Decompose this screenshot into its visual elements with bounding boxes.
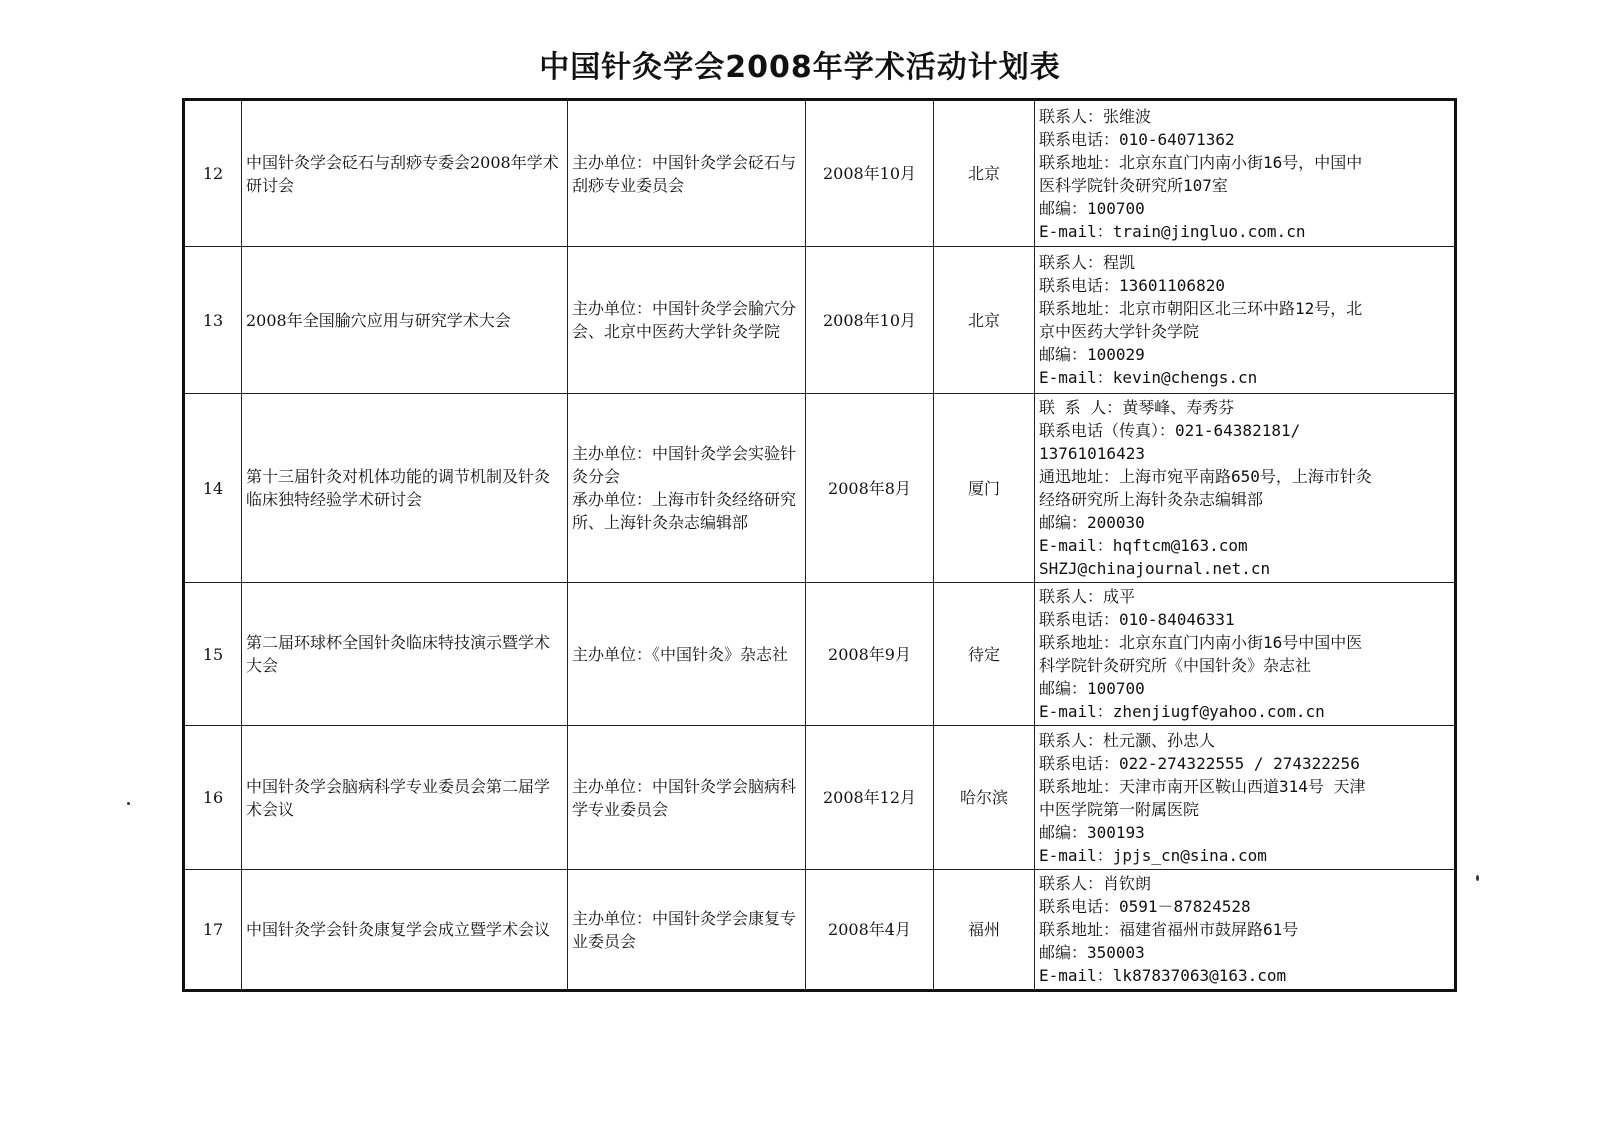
activity-place: 待定	[967, 644, 1000, 664]
table-row	[184, 100, 1456, 247]
contact-line: 联系人：张维波	[1039, 106, 1152, 126]
organizer: 主办单位：中国针灸学会腧穴分会、北京中医药大学针灸学院	[572, 299, 797, 341]
contact-line: 邮编：350003	[1039, 943, 1145, 962]
organizer: 主办单位：中国针灸学会脑病科学专业委员会	[572, 776, 797, 819]
row-number: 12	[202, 164, 224, 183]
activity-name: 第二届环球杯全国针灸临床特技演示暨学术大会	[246, 633, 551, 675]
activity-date: 2008年10月	[822, 164, 917, 183]
row-number-cell	[184, 100, 242, 247]
activity-place: 北京	[967, 164, 1000, 183]
contact-cell	[1035, 100, 1456, 247]
activity-date-cell	[806, 247, 934, 394]
activity-name: 2008年全国腧穴应用与研究学术大会	[246, 310, 511, 330]
contact-line: 联系地址：北京东直门内南小街16号中国中医	[1039, 633, 1363, 652]
organizer-cell	[568, 100, 806, 247]
activity-name: 中国针灸学会针灸康复学会成立暨学术会议	[246, 920, 551, 939]
activity-date-cell	[806, 870, 934, 991]
activity-place-cell	[934, 870, 1035, 991]
contact-line: 联 系 人：黄琴峰、寿秀芬	[1039, 398, 1235, 417]
contact-line: E-mail：jpjs_cn@sina.com	[1039, 845, 1267, 865]
activity-name: 第十三届针灸对机体功能的调节机制及针灸临床独特经验学术研讨会	[246, 467, 551, 509]
row-number-cell	[184, 583, 242, 726]
contact-line: 联系地址：天津市南开区鞍山西道314号 天津	[1039, 776, 1366, 796]
activity-name-cell	[242, 870, 568, 991]
row-number: 16	[202, 788, 224, 807]
contact-line: 邮编：200030	[1039, 513, 1145, 532]
page-title: 中国针灸学会2008年学术活动计划表	[539, 50, 1061, 85]
organizer-cell	[568, 726, 806, 870]
contact-line: E-mail：train@jingluo.com.cn	[1039, 221, 1306, 241]
activity-place: 厦门	[967, 478, 1000, 498]
activity-place: 福州	[967, 920, 1000, 939]
organizer: 主办单位：《中国针灸》杂志社	[572, 644, 789, 664]
contact-line: 邮编：100029	[1039, 345, 1145, 364]
contact-line: 医科学院针灸研究所107室	[1039, 175, 1228, 195]
contact-cell	[1035, 394, 1456, 583]
activity-date: 2008年8月	[828, 478, 911, 498]
table-body	[184, 100, 1456, 991]
contact-line: E-mail：hqftcm@163.com	[1039, 536, 1248, 555]
row-number-cell	[184, 247, 242, 394]
row-number: 17	[202, 920, 224, 939]
contact-line: 联系电话：0591－87824528	[1039, 897, 1251, 916]
contact-line: E-mail：kevin@chengs.cn	[1039, 368, 1258, 387]
activity-date: 2008年12月	[822, 788, 917, 807]
table-row	[184, 870, 1456, 991]
activity-date: 2008年4月	[828, 920, 911, 939]
activity-name-cell	[242, 247, 568, 394]
contact-line: 联系电话（传真）：021-64382181/	[1039, 421, 1301, 440]
row-number: 13	[202, 310, 224, 330]
contact-line: 联系电话：010-64071362	[1039, 129, 1235, 149]
contact-cell	[1035, 247, 1456, 394]
contact-line: 联系人：成平	[1039, 587, 1136, 606]
scan-speck	[1476, 875, 1479, 881]
activity-name: 中国针灸学会砭石与刮痧专委会2008年学术研讨会	[246, 152, 559, 195]
activity-name-cell	[242, 583, 568, 726]
contact-line: 联系电话：010-84046331	[1039, 610, 1235, 629]
contact-line: E-mail：lk87837063@163.com	[1039, 966, 1287, 985]
row-number-cell	[184, 726, 242, 870]
contact-line: 邮编：100700	[1039, 198, 1145, 218]
activity-place-cell	[934, 726, 1035, 870]
activity-date: 2008年9月	[828, 644, 911, 664]
row-number: 14	[202, 478, 224, 498]
organizer: 主办单位：中国针灸学会实验针灸分会 承办单位：上海市针灸经络研究所、上海针灸杂志编辑部	[572, 444, 797, 532]
contact-cell	[1035, 726, 1456, 870]
row-number: 15	[202, 644, 224, 664]
contact-line: 联系人：程凯	[1039, 253, 1136, 272]
contact-line: 联系地址：福建省福州市鼓屏路61号	[1039, 920, 1299, 939]
contact-line: 科学院针灸研究所《中国针灸》杂志社	[1039, 656, 1312, 675]
organizer-cell	[568, 394, 806, 583]
contact-cell	[1035, 583, 1456, 726]
activity-name: 中国针灸学会脑病科学专业委员会第二届学术会议	[246, 776, 551, 819]
contact-line: 联系地址：北京市朝阳区北三环中路12号，北	[1039, 299, 1363, 318]
contact-line: SHZJ@chinajournal.net.cn	[1039, 559, 1271, 578]
contact-line: 13761016423	[1039, 444, 1145, 463]
scan-speck	[127, 802, 130, 805]
activity-date-cell	[806, 100, 934, 247]
contact-line: 邮编：300193	[1039, 822, 1145, 842]
organizer-cell	[568, 583, 806, 726]
activity-name-cell	[242, 726, 568, 870]
table-row	[184, 726, 1456, 870]
contact-line: E-mail：zhenjiugf@yahoo.com.cn	[1039, 702, 1325, 721]
activity-date-cell	[806, 583, 934, 726]
row-number-cell	[184, 394, 242, 583]
contact-line: 通迅地址：上海市宛平南路650号，上海市针灸	[1039, 467, 1372, 486]
contact-line: 中医学院第一附属医院	[1039, 799, 1200, 819]
contact-line: 联系地址：北京东直门内南小街16号，中国中	[1039, 152, 1363, 172]
activity-place: 北京	[967, 310, 1000, 330]
activity-place: 哈尔滨	[959, 788, 1008, 807]
activity-plan-table	[182, 98, 1457, 992]
organizer-cell	[568, 247, 806, 394]
table-row	[184, 247, 1456, 394]
organizer: 主办单位：中国针灸学会康复专业委员会	[572, 908, 797, 951]
organizer: 主办单位：中国针灸学会砭石与刮痧专业委员会	[572, 152, 797, 195]
table-row	[184, 583, 1456, 726]
contact-cell	[1035, 870, 1456, 991]
contact-line: 联系电话：13601106820	[1039, 276, 1225, 295]
activity-date: 2008年10月	[822, 310, 917, 330]
activity-date-cell	[806, 394, 934, 583]
activity-name-cell	[242, 100, 568, 247]
table-row	[184, 394, 1456, 583]
activity-date-cell	[806, 726, 934, 870]
contact-line: 京中医药大学针灸学院	[1039, 322, 1200, 341]
activity-place-cell	[934, 583, 1035, 726]
activity-place-cell	[934, 247, 1035, 394]
organizer-cell	[568, 870, 806, 991]
contact-line: 经络研究所上海针灸杂志编辑部	[1039, 490, 1264, 509]
contact-line: 联系电话：022-274322555 / 274322256	[1039, 753, 1360, 773]
activity-name-cell	[242, 394, 568, 583]
activity-place-cell	[934, 100, 1035, 247]
contact-line: 联系人：肖钦朗	[1039, 874, 1152, 893]
activity-place-cell	[934, 394, 1035, 583]
contact-line: 联系人：杜元灏、孙忠人	[1039, 730, 1216, 750]
row-number-cell	[184, 870, 242, 991]
contact-line: 邮编：100700	[1039, 679, 1145, 698]
